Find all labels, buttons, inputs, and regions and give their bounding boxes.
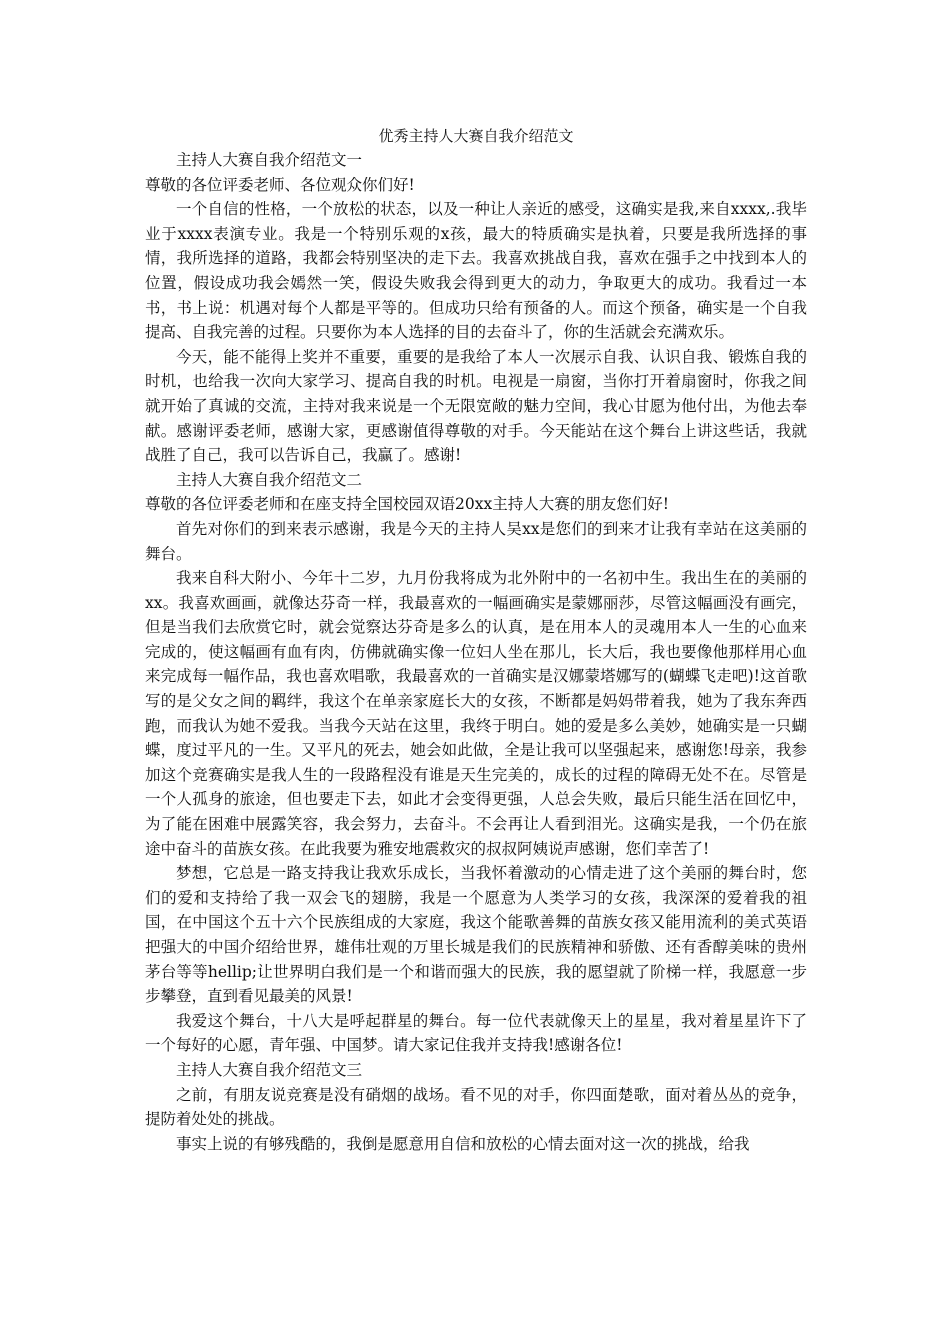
- greeting: 尊敬的各位评委老师、各位观众你们好!: [145, 175, 415, 194]
- paragraph: 之前，有朋友说竞赛是没有硝烟的战场。看不见的对手，你四面楚歌，面对着丛丛的竞争，提防着处处的挑战。: [145, 1085, 807, 1129]
- document-body: [145, 124, 807, 1156]
- greeting: 尊敬的各位评委老师和在座支持全国校园双语20xx主持人大赛的朋友您们好!: [145, 495, 669, 514]
- paragraph: 一个自信的性格，一个放松的状态，以及一种让人亲近的感受，这确实是我,来自xxxx,.我毕业于xxxx表演专业。我是一个特别乐观的x孩，最大的特质确实是执着，只要是我所选择的事情，我所选择的道路，我都会特别坚决的走下去。我喜欢挑战自我，喜欢在强手之中找到本人的位置，假设成功我会嫣然一笑，假设失败我会得到更大的动力，争取更大的成功。我看过一本书，书上说：机遇对每个人都是平等的。但成功只给有预备的人。而这个预备，确实是一个自我提高、自我完善的过程。只要你为本人选择的目的去奋斗了，你的生活就会充满欢乐。: [145, 200, 807, 342]
- paragraph: 首先对你们的到来表示感谢，我是今天的主持人吴xx是您们的到来才让我有幸站在这美丽的舞台。: [145, 519, 807, 563]
- section-1: [145, 148, 807, 468]
- document-title: 优秀主持人大赛自我介绍范文: [378, 127, 574, 145]
- section-heading: 主持人大赛自我介绍范文一: [176, 151, 363, 169]
- paragraph: 今天，能不能得上奖并不重要，重要的是我给了本人一次展示自我、认识自我、锻炼自我的时机，也给我一次向大家学习、提高自我的时机。电视是一扇窗，当你打开着扇窗时，你我之间就开始了真诚的交流，主持对我来说是一个无限宽敞的魅力空间，我心甘愿为他付出，为他去奉献。感谢评委老师，感谢大家，更感谢值得尊敬的对手。今天能站在这个舞台上讲这些话，我就战胜了自己，我可以告诉自己，我赢了。感谢!: [145, 347, 807, 465]
- section-heading: 主持人大赛自我介绍范文三: [176, 1060, 363, 1079]
- paragraph: 梦想，它总是一路支持我让我欢乐成长，当我怀着激动的心情走进了这个美丽的舞台时，您们的爱和支持给了我一双会飞的翅膀，我是一个愿意为人类学习的女孩，我深深的爱着我的祖国，在中国这个五十六个民族组成的大家庭，我这个能歌善舞的苗族女孩又能用流利的美式英语把强大的中国介绍给世界，雄伟壮观的万里长城是我们的民族精神和骄傲、还有香醇美味的贵州茅台等等hellip;让世界明白我们是一个和谐而强大的民族，我的愿望就了阶梯一样，我愿意一步步攀登，直到看见最美的风景!: [145, 864, 807, 1006]
- section-2: [145, 468, 807, 1058]
- paragraph: 我来自科大附小、今年十二岁，九月份我将成为北外附中的一名初中生。我出生在的美丽的xx。我喜欢画画，就像达芬奇一样，我最喜欢的一幅画确实是蒙娜丽莎，尽管这幅画没有画完，但是当我们去欣赏它时，就会觉察达芬奇是多么的认真，是在用本人的灵魂用本人一生的心血来完成的，使这幅画有血有肉，仿佛就确实像一位妇人坐在那儿，长大后，我也要像他那样用心血来完成每一幅作品，我也喜欢唱歌，我最喜欢的一首确实是汉娜蒙塔娜写的(蝴蝶飞走吧)!这首歌写的是父女之间的羁绊，我这个在单亲家庭长大的女孩，不断都是妈妈带着我，她为了我东奔西跑，而我认为她不爱我。当我今天站在这里，我终于明白。她的爱是多么美妙，她确实是一只蝴蝶，度过平凡的一生。又平凡的死去，她会如此做，全是让我可以坚强起来，感谢您!母亲，我参加这个竞赛确实是我人生的一段路程没有谁是天生完美的，成长的过程的障碍无处不在。尽管是一个人孤身的旅途，但也要走下去，如此才会变得更强，人总会失败，最后只能生活在回忆中，为了能在困难中展露笑容，我会努力，去奋斗。不会再让人看到泪光。这确实是我，一个仍在旅途中奋斗的苗族女孩。在此我要为雅安地震救灾的叔叔阿姨说声感谢，您们幸苦了!: [145, 569, 807, 858]
- paragraph: 事实上说的有够残酷的，我倒是愿意用自信和放松的心情去面对这一次的挑战，给我: [176, 1134, 750, 1153]
- section-heading: 主持人大赛自我介绍范文二: [176, 470, 363, 489]
- paragraph: 我爱这个舞台，十八大是呼起群星的舞台。每一位代表就像天上的星星，我对着星星许下了一个每好的心愿，青年强、中国梦。请大家记住我并支持我!感谢各位!: [145, 1011, 807, 1055]
- section-3: [145, 1058, 807, 1156]
